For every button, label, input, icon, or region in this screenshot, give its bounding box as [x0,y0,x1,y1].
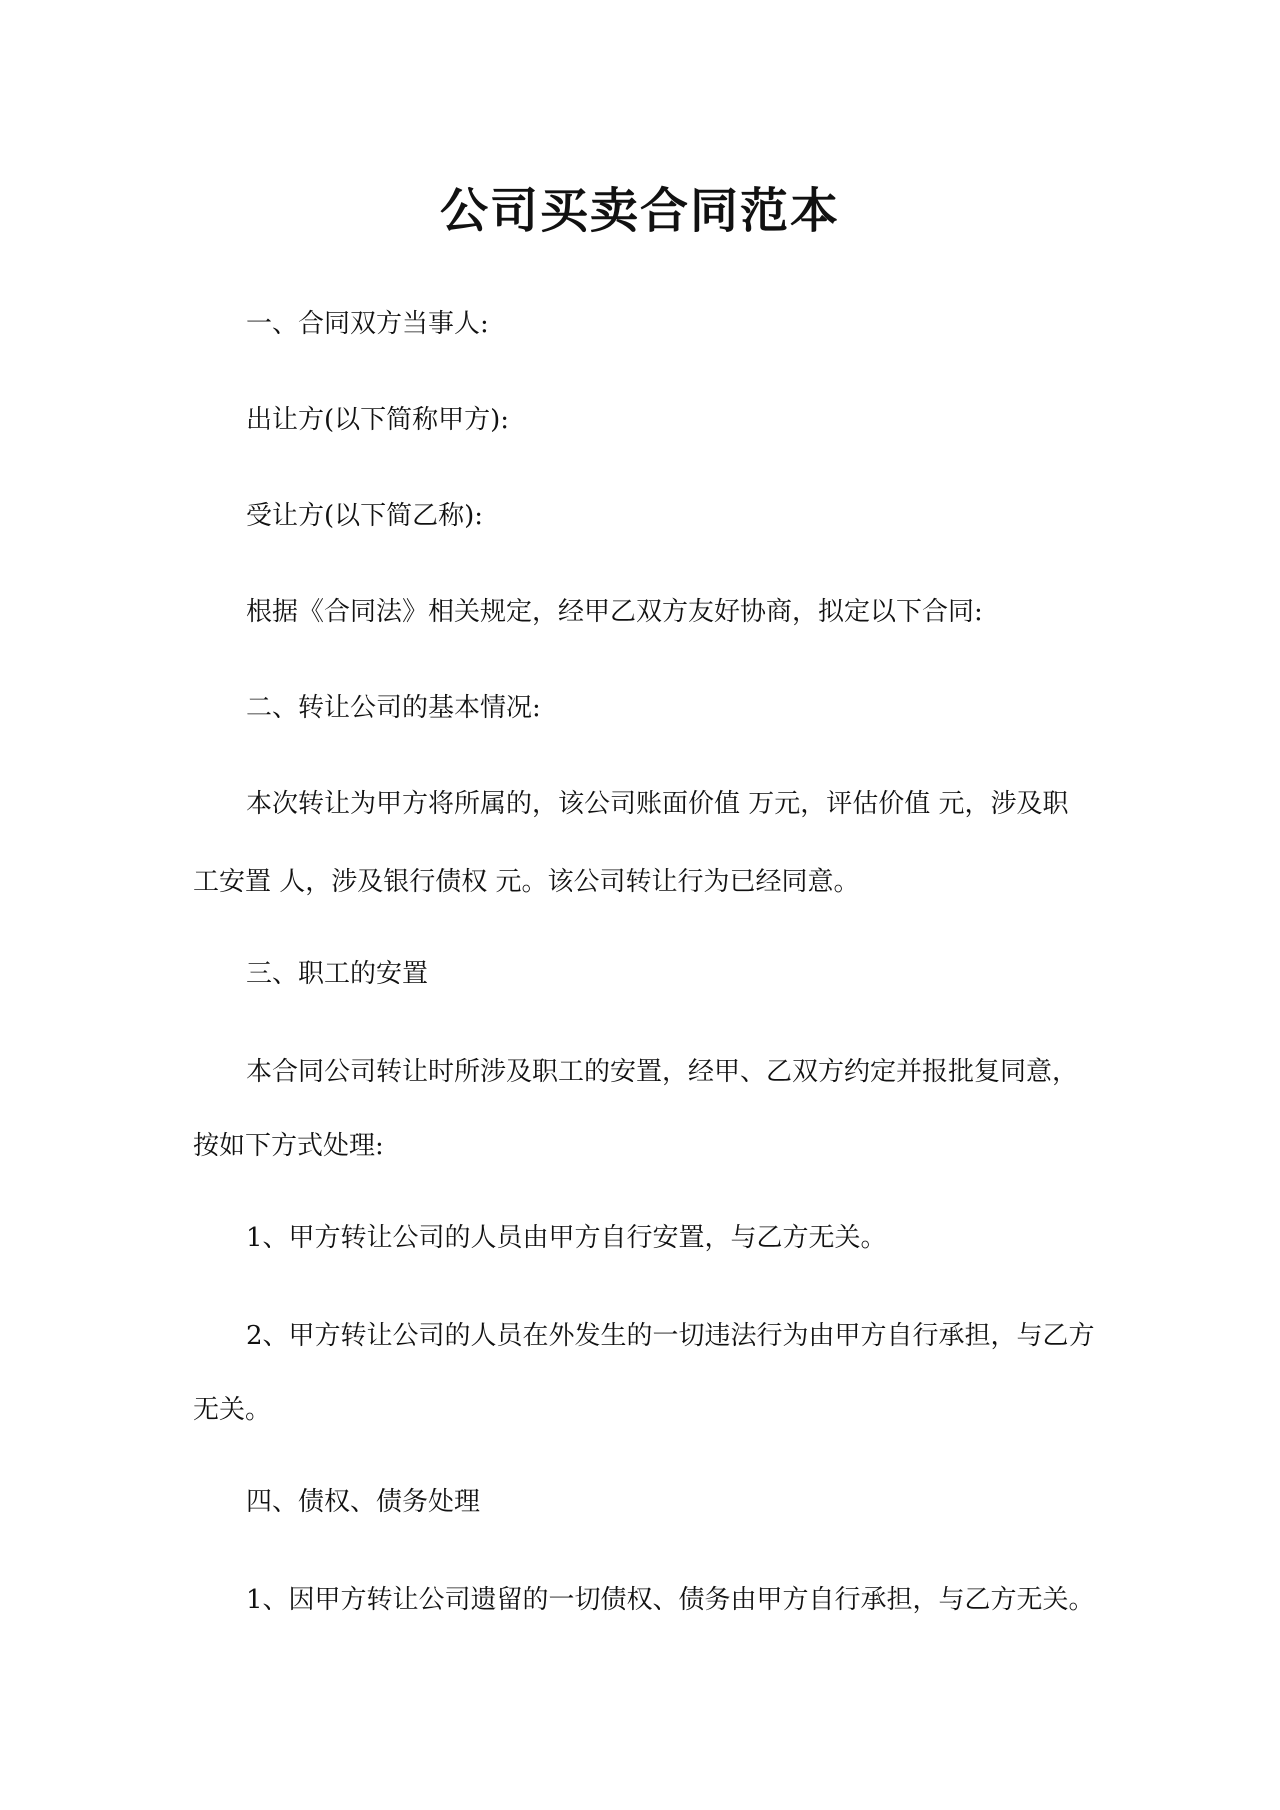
section-3-text-line-2: 按如下方式处理: [193,1131,384,1161]
clause-4-1-line: 1、因甲方转让公司遗留的一切债权、债务由甲方自行承担，与乙方无关。 [246,1585,1095,1615]
section-1-heading: 一、合同双方当事人: [246,309,489,339]
document-title: 公司买卖合同范本 [439,183,840,239]
clause-3-1-line: 1、甲方转让公司的人员由甲方自行安置，与乙方无关。 [246,1223,887,1253]
party-a-line: 出让方(以下简称甲方): [246,405,510,435]
section-3-text-line-1: 本合同公司转让时所涉及职工的安置，经甲、乙双方约定并报批复同意， [246,1057,1079,1087]
clause-3-2-line-1: 2、甲方转让公司的人员在外发生的一切违法行为由甲方自行承担，与乙方 [246,1321,1095,1351]
section-2-heading: 二、转让公司的基本情况: [246,693,541,723]
party-b-line: 受让方(以下简乙称): [246,501,484,531]
clause-3-2-line-2: 无关。 [193,1395,272,1425]
section-2-text-line-2: 工安置 人，涉及银行债权 元。该公司转让行为已经同意。 [193,867,860,897]
section-4-heading: 四、债权、债务处理 [246,1487,481,1517]
section-2-text-line-1: 本次转让为甲方将所属的，该公司账面价值 万元，评估价值 元，涉及职 [246,789,1069,819]
preamble-line: 根据《合同法》相关规定，经甲乙双方友好协商，拟定以下合同: [246,597,983,627]
section-3-heading: 三、职工的安置 [246,959,429,989]
